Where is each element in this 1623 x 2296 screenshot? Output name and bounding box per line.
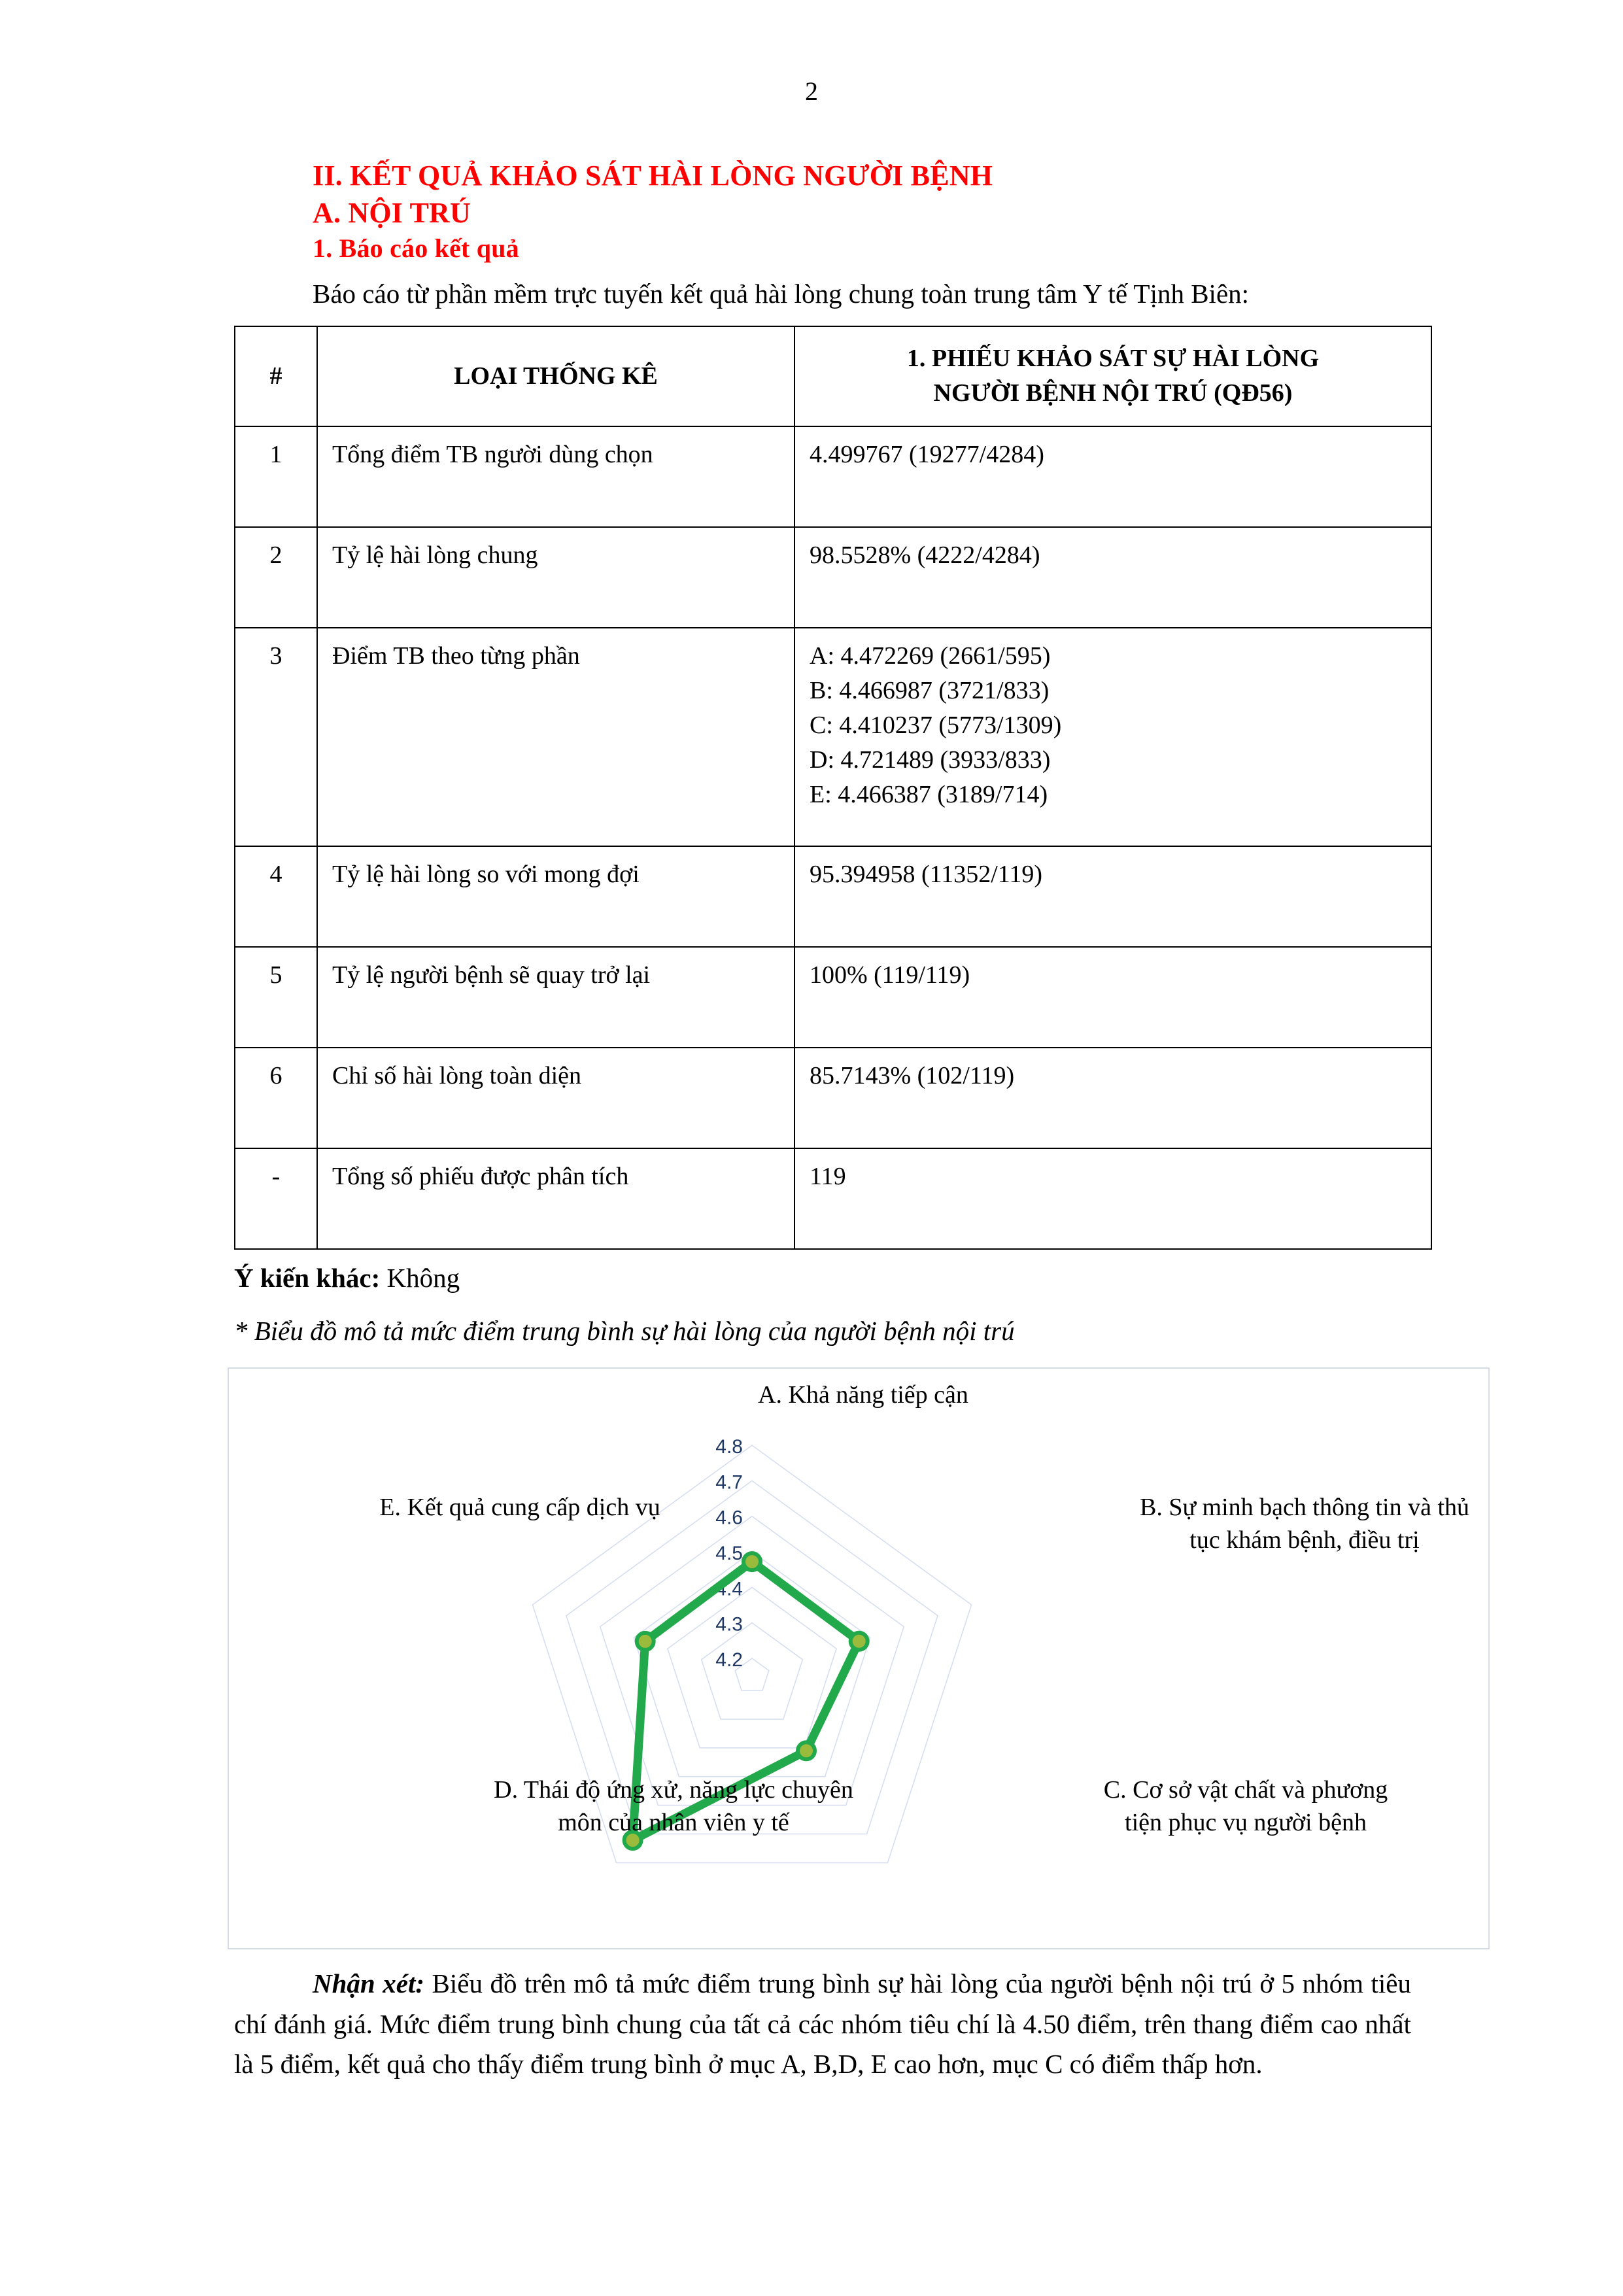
header-survey-line1: 1. PHIẾU KHẢO SÁT SỰ HÀI LÒNG	[906, 345, 1320, 373]
row-value: 95.394958 (11352/119)	[794, 846, 1431, 947]
row-number: 4	[235, 846, 317, 947]
table-row	[235, 1148, 1431, 1249]
radar-tick-label: 4.3	[715, 1614, 743, 1636]
header-survey-value	[794, 326, 1431, 426]
part-score-a: A: 4.472269 (2661/595)	[810, 642, 1051, 670]
section-heading: II. KẾT QUẢ KHẢO SÁT HÀI LÒNG NGƯỜI BỆNH	[313, 160, 993, 192]
radar-tick-label: 4.7	[715, 1471, 743, 1494]
row-value: 119	[794, 1148, 1431, 1249]
radar-axis-label-d: D. Thái độ ứng xử, năng lực chuyên môn của nhân viên y tế	[494, 1776, 853, 1836]
row-number: 5	[235, 947, 317, 1048]
table-header-row	[235, 326, 1431, 426]
radar-tick-label: 4.4	[715, 1578, 743, 1600]
table-row	[235, 1048, 1431, 1148]
part-score-c: C: 4.410237 (5773/1309)	[810, 711, 1062, 739]
table-row	[235, 426, 1431, 527]
radar-axis-label-a: A. Khả năng tiếp cận	[758, 1381, 968, 1409]
chart-caption: * Biểu đồ mô tả mức điểm trung bình sự hài lòng của người bệnh nội trú	[234, 1316, 1015, 1346]
radar-chart	[228, 1367, 1490, 1949]
row-value	[794, 628, 1431, 846]
row-type: Tỷ lệ người bệnh sẽ quay trở lại	[317, 947, 794, 1048]
table-row	[235, 947, 1431, 1048]
page-number: 2	[805, 77, 818, 106]
header-stat-type: LOẠI THỐNG KÊ	[317, 326, 794, 426]
row-type: Tổng điểm TB người dùng chọn	[317, 426, 794, 527]
table-row	[235, 846, 1431, 947]
row-type: Tổng số phiếu được phân tích	[317, 1148, 794, 1249]
table-row	[235, 527, 1431, 628]
other-opinion-label: Ý kiến khác:	[234, 1262, 381, 1293]
radar-axis-label-c: C. Cơ sở vật chất và phương tiện phục vụ người bệnh	[1103, 1776, 1388, 1836]
row-value: 85.7143% (102/119)	[794, 1048, 1431, 1148]
statistics-table	[234, 326, 1432, 1249]
intro-paragraph: Báo cáo từ phần mềm trực tuyến kết quả hài lòng chung toàn trung tâm Y tế Tịnh Biên:	[313, 279, 1250, 309]
part-score-e: E: 4.466387 (3189/714)	[810, 781, 1048, 809]
subsection-heading: A. NỘI TRÚ	[313, 197, 471, 230]
radar-axis-label-e: E. Kết quả cung cấp dịch vụ	[379, 1494, 660, 1522]
row-number: 1	[235, 426, 317, 527]
other-opinion-value: Không	[386, 1262, 460, 1293]
radar-axis-label-b: B. Sự minh bạch thông tin và thủ tục khám bệnh, điều trị	[1139, 1494, 1470, 1554]
conclusion-paragraph	[234, 1964, 1411, 2085]
radar-data-point	[851, 1633, 868, 1650]
radar-tick-label: 4.2	[715, 1649, 743, 1671]
part-score-b: B: 4.466987 (3721/833)	[810, 676, 1050, 704]
radar-data-point	[798, 1743, 815, 1760]
radar-tick-label: 4.6	[715, 1507, 743, 1530]
other-opinion-line	[234, 1259, 1411, 1297]
row-type: Tỷ lệ hài lòng so với mong đợi	[317, 846, 794, 947]
table-row	[235, 628, 1431, 846]
row-type: Chỉ số hài lòng toàn diện	[317, 1048, 794, 1148]
item-heading: 1. Báo cáo kết quả	[313, 233, 519, 264]
row-number: 3	[235, 628, 317, 846]
conclusion-label: Nhận xét:	[313, 1968, 424, 1999]
radar-data-point	[637, 1633, 654, 1650]
header-survey-line2: NGƯỜI BỆNH NỘI TRÚ (QĐ56)	[933, 379, 1293, 407]
header-number: #	[235, 326, 317, 426]
row-number: 6	[235, 1048, 317, 1148]
radar-chart-svg	[229, 1369, 1488, 1948]
row-value: 100% (119/119)	[794, 947, 1431, 1048]
row-value: 4.499767 (19277/4284)	[794, 426, 1431, 527]
row-number: -	[235, 1148, 317, 1249]
row-type: Tỷ lệ hài lòng chung	[317, 527, 794, 628]
row-type: Điểm TB theo từng phần	[317, 628, 794, 846]
radar-tick-label: 4.5	[715, 1543, 743, 1565]
radar-data-point	[743, 1554, 760, 1571]
row-number: 2	[235, 527, 317, 628]
row-value: 98.5528% (4222/4284)	[794, 527, 1431, 628]
radar-tick-label: 4.8	[715, 1436, 743, 1458]
part-score-d: D: 4.721489 (3933/833)	[810, 746, 1051, 774]
page-content	[234, 157, 1470, 2085]
conclusion-text: Biểu đồ trên mô tả mức điểm trung bình sự hài lòng của người bệnh nội trú ở 5 nhóm tiêu chí đánh giá. Mức điểm trung bình chung của tất cả các nhóm tiêu chí là 4.50 điểm, trên thang điểm cao nhất là 5 điểm, kết quả cho thấy điểm trung bình ở mục A, B,D, E cao hơn, mục C có điểm thấp hơn.	[234, 1968, 1411, 2080]
